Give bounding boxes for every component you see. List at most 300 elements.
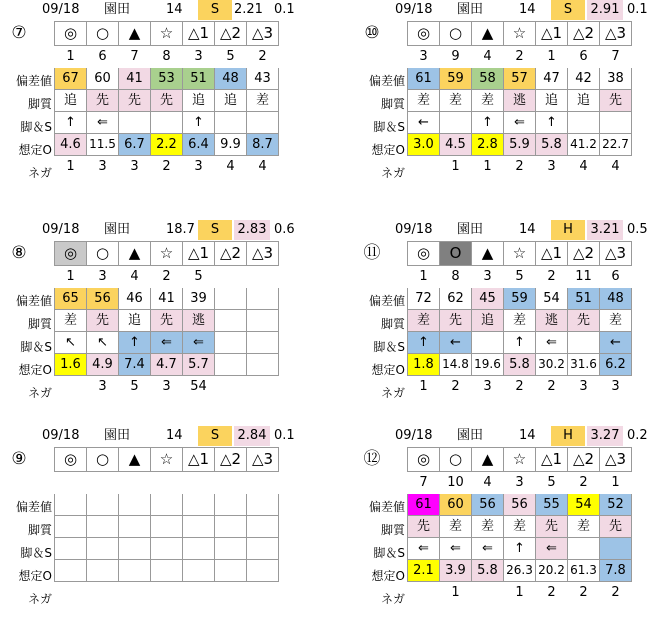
- race-header: [353, 220, 663, 240]
- mark-cell: △1: [183, 448, 215, 472]
- header-venue: 園田: [457, 428, 484, 443]
- odds-cell: 3.0: [408, 134, 440, 156]
- mark-cell: ○: [440, 22, 472, 46]
- deviation-cell: [151, 494, 183, 516]
- odds-cell: 61.3: [568, 560, 600, 582]
- deviation-row: [408, 288, 632, 310]
- race-number: ⑪: [363, 243, 381, 263]
- deviation-row: [408, 494, 632, 516]
- nega-cell: 1: [440, 582, 472, 604]
- style-cell: 追: [536, 90, 568, 112]
- odds-cell: 1.6: [55, 354, 87, 376]
- odds-cell: 6.2: [600, 354, 632, 376]
- mark-cell: ☆: [151, 22, 183, 46]
- horse-number-cell: 1: [536, 46, 568, 68]
- leg-speed-row: [55, 112, 279, 134]
- nega-cell: [408, 582, 440, 604]
- style-cell: 差: [408, 310, 440, 332]
- nega-cell: [119, 582, 151, 604]
- style-cell: 追: [215, 90, 247, 112]
- horse-number-cell: 5: [183, 266, 215, 288]
- race-number: ⑦: [11, 23, 27, 43]
- row-label: 偏差値: [368, 74, 405, 88]
- mark-cell: △3: [600, 22, 632, 46]
- style-cell: 差: [568, 516, 600, 538]
- deviation-cell: 43: [247, 68, 279, 90]
- row-label: 脚＆S: [373, 120, 405, 134]
- odds-cell: 6.7: [119, 134, 151, 156]
- leg-speed-cell: [151, 538, 183, 560]
- header-value2: 0.1: [627, 2, 648, 17]
- mark-cell: ○: [87, 22, 119, 46]
- header-field: 14: [519, 428, 536, 443]
- leg-speed-row: [55, 538, 279, 560]
- style-cell: 先: [119, 90, 151, 112]
- nega-row: [408, 582, 632, 604]
- deviation-cell: 60: [87, 68, 119, 90]
- deviation-row: [55, 494, 279, 516]
- mark-row: [408, 242, 632, 266]
- odds-row: [408, 354, 632, 376]
- header-value2: 0.1: [274, 428, 295, 443]
- entry-grid: [407, 21, 632, 178]
- odds-cell: 19.6: [472, 354, 504, 376]
- deviation-cell: 61: [408, 68, 440, 90]
- deviation-cell: [215, 288, 247, 310]
- deviation-cell: 55: [536, 494, 568, 516]
- header-venue: 園田: [104, 428, 131, 443]
- leg-speed-cell: [568, 332, 600, 354]
- odds-cell: 2.1: [408, 560, 440, 582]
- leg-speed-cell: [568, 538, 600, 560]
- odds-cell: 30.2: [536, 354, 568, 376]
- nega-cell: 4: [568, 156, 600, 178]
- leg-speed-cell: ↑: [119, 332, 151, 354]
- deviation-cell: 47: [536, 68, 568, 90]
- style-cell: [183, 516, 215, 538]
- mark-cell: ○: [440, 448, 472, 472]
- row-label: 想定O: [371, 363, 405, 377]
- row-label: 脚＆S: [20, 546, 52, 560]
- header-value2: 0.6: [274, 222, 295, 237]
- horse-number-cell: 1: [600, 472, 632, 494]
- leg-speed-cell: [247, 332, 279, 354]
- deviation-cell: 56: [87, 288, 119, 310]
- odds-cell: 8.7: [247, 134, 279, 156]
- nega-cell: 3: [536, 156, 568, 178]
- style-row: [408, 90, 632, 112]
- style-cell: 先: [151, 310, 183, 332]
- horse-number-cell: 7: [119, 46, 151, 68]
- header-track: S: [198, 0, 232, 20]
- mark-cell: ◎: [55, 22, 87, 46]
- nega-cell: 1: [440, 156, 472, 178]
- odds-cell: 4.6: [55, 134, 87, 156]
- deviation-cell: 59: [440, 68, 472, 90]
- horse-number-cell: 2: [536, 266, 568, 288]
- header-track: H: [551, 426, 585, 446]
- odds-cell: 5.7: [183, 354, 215, 376]
- race-header: [0, 426, 310, 446]
- style-row: [408, 516, 632, 538]
- deviation-cell: 65: [55, 288, 87, 310]
- row-label: 偏差値: [368, 294, 405, 308]
- style-cell: 先: [600, 90, 632, 112]
- row-label: 脚質: [380, 317, 405, 331]
- nega-row: [55, 156, 279, 178]
- horse-number-cell: [151, 472, 183, 494]
- row-label: 脚質: [27, 317, 52, 331]
- deviation-cell: 45: [472, 288, 504, 310]
- row-label: ネガ: [27, 386, 52, 400]
- mark-cell: △2: [568, 448, 600, 472]
- odds-cell: 6.4: [183, 134, 215, 156]
- nega-cell: 3: [472, 376, 504, 398]
- style-cell: 先: [408, 516, 440, 538]
- header-track: S: [198, 220, 232, 240]
- style-cell: 追: [568, 90, 600, 112]
- leg-speed-cell: ←: [600, 332, 632, 354]
- horse-number-cell: 3: [504, 472, 536, 494]
- odds-cell: 5.8: [472, 560, 504, 582]
- odds-cell: [247, 354, 279, 376]
- odds-cell: 11.5: [87, 134, 119, 156]
- deviation-row: [408, 68, 632, 90]
- horse-number-cell: 6: [87, 46, 119, 68]
- header-field: 14: [166, 2, 183, 17]
- horse-number-cell: 3: [472, 266, 504, 288]
- header-venue: 園田: [104, 222, 131, 237]
- nega-cell: [215, 376, 247, 398]
- horse-number-cell: 5: [215, 46, 247, 68]
- row-label: 想定O: [18, 569, 52, 583]
- mark-cell: ▲: [119, 448, 151, 472]
- nega-cell: [55, 582, 87, 604]
- style-cell: 差: [55, 310, 87, 332]
- deviation-cell: [183, 494, 215, 516]
- nega-cell: 2: [440, 376, 472, 398]
- mark-cell: ▲: [472, 22, 504, 46]
- mark-cell: △1: [536, 22, 568, 46]
- odds-cell: [119, 560, 151, 582]
- horse-number-row: [408, 46, 632, 68]
- nega-cell: 3: [568, 376, 600, 398]
- nega-row: [55, 582, 279, 604]
- style-cell: [247, 310, 279, 332]
- deviation-cell: 54: [536, 288, 568, 310]
- row-label: 脚質: [380, 97, 405, 111]
- header-value1: 2.91: [587, 0, 623, 20]
- style-cell: 逃: [183, 310, 215, 332]
- header-venue: 園田: [457, 2, 484, 17]
- header-value2: 0.5: [627, 222, 648, 237]
- header-value2: 0.1: [274, 2, 295, 17]
- deviation-cell: 51: [183, 68, 215, 90]
- header-venue: 園田: [457, 222, 484, 237]
- row-label: 脚質: [27, 97, 52, 111]
- horse-number-cell: 4: [119, 266, 151, 288]
- horse-number-cell: 11: [568, 266, 600, 288]
- horse-number-row: [55, 266, 279, 288]
- leg-speed-cell: [600, 112, 632, 134]
- leg-speed-cell: [472, 332, 504, 354]
- mark-cell: △2: [215, 448, 247, 472]
- race-block-10: [353, 0, 663, 195]
- deviation-cell: 38: [600, 68, 632, 90]
- mark-cell: △1: [536, 448, 568, 472]
- style-cell: [151, 516, 183, 538]
- horse-number-cell: 1: [408, 266, 440, 288]
- deviation-cell: [215, 494, 247, 516]
- deviation-cell: 61: [408, 494, 440, 516]
- style-cell: [247, 516, 279, 538]
- odds-cell: 7.4: [119, 354, 151, 376]
- odds-row: [408, 560, 632, 582]
- header-date: 09/18: [42, 428, 80, 443]
- horse-number-cell: 3: [408, 46, 440, 68]
- race-header: [353, 0, 663, 20]
- deviation-cell: 58: [472, 68, 504, 90]
- leg-speed-cell: [183, 538, 215, 560]
- leg-speed-cell: ↑: [472, 112, 504, 134]
- odds-cell: 4.9: [87, 354, 119, 376]
- odds-cell: [55, 560, 87, 582]
- deviation-row: [55, 68, 279, 90]
- odds-row: [55, 354, 279, 376]
- style-cell: [215, 310, 247, 332]
- mark-cell: ◎: [408, 22, 440, 46]
- style-cell: 先: [151, 90, 183, 112]
- deviation-cell: 59: [504, 288, 536, 310]
- odds-cell: 1.8: [408, 354, 440, 376]
- leg-speed-cell: [215, 112, 247, 134]
- odds-row: [55, 560, 279, 582]
- nega-cell: [215, 582, 247, 604]
- odds-cell: [87, 560, 119, 582]
- odds-cell: 5.8: [536, 134, 568, 156]
- nega-cell: [472, 582, 504, 604]
- nega-row: [408, 156, 632, 178]
- style-cell: 差: [472, 90, 504, 112]
- deviation-cell: 57: [504, 68, 536, 90]
- race-number: ⑩: [364, 23, 380, 43]
- odds-cell: 5.9: [504, 134, 536, 156]
- mark-row: [55, 22, 279, 46]
- nega-cell: 3: [87, 376, 119, 398]
- nega-cell: 2: [600, 582, 632, 604]
- leg-speed-cell: ↑: [504, 538, 536, 560]
- odds-cell: 2.8: [472, 134, 504, 156]
- header-value1: 2.83: [234, 220, 270, 240]
- leg-speed-cell: [215, 538, 247, 560]
- leg-speed-cell: [151, 112, 183, 134]
- odds-cell: 26.3: [504, 560, 536, 582]
- mark-cell: △2: [215, 22, 247, 46]
- horse-number-cell: 5: [536, 472, 568, 494]
- style-cell: 差: [504, 516, 536, 538]
- mark-cell: △3: [247, 22, 279, 46]
- deviation-cell: [55, 494, 87, 516]
- deviation-cell: 48: [600, 288, 632, 310]
- mark-cell: ☆: [504, 22, 536, 46]
- style-cell: 差: [472, 516, 504, 538]
- nega-cell: [247, 582, 279, 604]
- row-label: 脚＆S: [373, 546, 405, 560]
- horse-number-cell: 2: [151, 266, 183, 288]
- nega-cell: 2: [151, 156, 183, 178]
- nega-cell: [151, 582, 183, 604]
- deviation-row: [55, 288, 279, 310]
- style-cell: [55, 516, 87, 538]
- horse-number-cell: [215, 472, 247, 494]
- style-cell: [215, 516, 247, 538]
- mark-cell: ◎: [55, 448, 87, 472]
- leg-speed-row: [408, 538, 632, 560]
- header-track: S: [198, 426, 232, 446]
- nega-cell: 1: [408, 376, 440, 398]
- row-label: 脚＆S: [373, 340, 405, 354]
- leg-speed-cell: [215, 332, 247, 354]
- style-cell: 逃: [536, 310, 568, 332]
- deviation-cell: 56: [504, 494, 536, 516]
- horse-number-row: [55, 472, 279, 494]
- leg-speed-row: [408, 332, 632, 354]
- nega-cell: 4: [600, 156, 632, 178]
- deviation-cell: [247, 494, 279, 516]
- header-track: S: [551, 0, 585, 20]
- row-label: 偏差値: [15, 74, 52, 88]
- deviation-cell: 48: [215, 68, 247, 90]
- mark-cell: ▲: [119, 242, 151, 266]
- entry-grid: [407, 447, 632, 604]
- mark-cell: ◎: [55, 242, 87, 266]
- leg-speed-cell: ⇐: [183, 332, 215, 354]
- row-label: ネガ: [27, 592, 52, 606]
- deviation-cell: 67: [55, 68, 87, 90]
- leg-speed-cell: ←: [408, 112, 440, 134]
- deviation-cell: 60: [440, 494, 472, 516]
- nega-cell: 4: [247, 156, 279, 178]
- nega-cell: 3: [151, 376, 183, 398]
- leg-speed-row: [55, 332, 279, 354]
- leg-speed-cell: ⇐: [408, 538, 440, 560]
- nega-cell: 2: [568, 582, 600, 604]
- entry-grid: [54, 21, 279, 178]
- horse-number-cell: [247, 266, 279, 288]
- odds-cell: 3.9: [440, 560, 472, 582]
- row-label: 偏差値: [15, 500, 52, 514]
- mark-cell: ☆: [504, 448, 536, 472]
- style-cell: 先: [600, 516, 632, 538]
- leg-speed-cell: [247, 538, 279, 560]
- row-label: ネガ: [380, 166, 405, 180]
- row-label: 想定O: [18, 143, 52, 157]
- row-label: ネガ: [380, 592, 405, 606]
- style-cell: 先: [568, 310, 600, 332]
- odds-cell: [215, 560, 247, 582]
- deviation-cell: 56: [472, 494, 504, 516]
- leg-speed-cell: ⇐: [440, 538, 472, 560]
- horse-number-cell: 5: [504, 266, 536, 288]
- mark-cell: △3: [600, 242, 632, 266]
- odds-cell: [215, 354, 247, 376]
- mark-cell: ▲: [472, 242, 504, 266]
- leg-speed-cell: ⇐: [151, 332, 183, 354]
- row-label: 想定O: [18, 363, 52, 377]
- odds-cell: 14.8: [440, 354, 472, 376]
- nega-cell: 2: [504, 376, 536, 398]
- leg-speed-cell: ⇐: [87, 112, 119, 134]
- race-number: ⑨: [11, 449, 27, 469]
- style-row: [55, 516, 279, 538]
- leg-speed-cell: ⇐: [472, 538, 504, 560]
- odds-cell: 2.2: [151, 134, 183, 156]
- row-label: ネガ: [27, 166, 52, 180]
- leg-speed-cell: [247, 112, 279, 134]
- odds-cell: 5.8: [504, 354, 536, 376]
- horse-number-cell: 3: [87, 266, 119, 288]
- horse-number-cell: 1: [55, 46, 87, 68]
- style-cell: 追: [55, 90, 87, 112]
- style-cell: 追: [472, 310, 504, 332]
- odds-cell: 22.7: [600, 134, 632, 156]
- horse-number-cell: [119, 472, 151, 494]
- odds-cell: 4.7: [151, 354, 183, 376]
- nega-cell: 1: [55, 156, 87, 178]
- nega-cell: [408, 156, 440, 178]
- row-label: ネガ: [380, 386, 405, 400]
- deviation-cell: [247, 288, 279, 310]
- mark-cell: ◎: [408, 448, 440, 472]
- horse-number-cell: 7: [408, 472, 440, 494]
- odds-cell: 31.6: [568, 354, 600, 376]
- nega-cell: 54: [183, 376, 215, 398]
- style-cell: 差: [440, 90, 472, 112]
- leg-speed-cell: [55, 538, 87, 560]
- horse-number-cell: 3: [183, 46, 215, 68]
- mark-cell: △3: [247, 448, 279, 472]
- odds-row: [55, 134, 279, 156]
- race-header: [353, 426, 663, 446]
- mark-cell: ☆: [151, 242, 183, 266]
- mark-row: [408, 448, 632, 472]
- odds-cell: [151, 560, 183, 582]
- mark-cell: ▲: [472, 448, 504, 472]
- mark-row: [408, 22, 632, 46]
- style-cell: 先: [87, 90, 119, 112]
- leg-speed-cell: ↑: [55, 112, 87, 134]
- nega-cell: 4: [215, 156, 247, 178]
- race-block-8: [0, 220, 330, 415]
- header-venue: 園田: [104, 2, 131, 17]
- horse-number-row: [408, 266, 632, 288]
- nega-cell: 3: [87, 156, 119, 178]
- leg-speed-cell: ⇐: [504, 112, 536, 134]
- deviation-cell: 72: [408, 288, 440, 310]
- header-track: H: [551, 220, 585, 240]
- odds-row: [408, 134, 632, 156]
- style-row: [55, 310, 279, 332]
- mark-cell: ◎: [408, 242, 440, 266]
- horse-number-cell: 4: [472, 46, 504, 68]
- odds-cell: [183, 560, 215, 582]
- style-cell: 追: [119, 310, 151, 332]
- odds-cell: 41.2: [568, 134, 600, 156]
- horse-number-cell: 6: [600, 266, 632, 288]
- odds-cell: 4.5: [440, 134, 472, 156]
- deviation-cell: [119, 494, 151, 516]
- leg-speed-cell: [568, 112, 600, 134]
